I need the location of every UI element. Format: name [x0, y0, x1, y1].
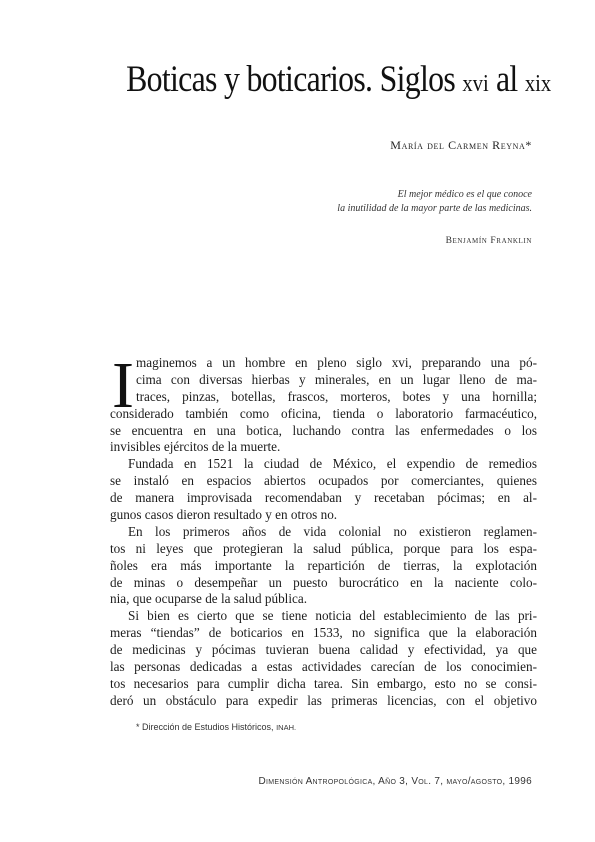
body-line: se encuentra en una botica, luchando contra las enfermedades o los [110, 422, 537, 438]
epigraph-line-2: la inutilidad de la mayor parte de las medicinas. [337, 203, 532, 214]
article-title [126, 58, 552, 106]
footnote-text: * Dirección de Estudios Históricos, [136, 722, 277, 732]
body-line: invisibles ejércitos de la muerte. [110, 439, 281, 455]
body-line: las personas dedicadas a estas actividades carecían de los conocimien- [110, 659, 537, 675]
body-line: traces, pinzas, botellas, frascos, morteros, botes y una hornilla; [136, 388, 537, 404]
body-line: nia, que ocuparse de la salud pública. [110, 591, 308, 607]
epigraph-line-1: El mejor médico es el que conoce [397, 189, 532, 200]
article-author: María del Carmen Reyna* [390, 138, 532, 152]
drop-cap: I [112, 349, 134, 422]
title-century-to: xix [524, 71, 552, 97]
body-line: de minas o desempeñar un puesto burocrático en la naciente colo- [110, 574, 537, 590]
body-line: se instaló en espacios abiertos ocupados por comerciantes, quienes [110, 473, 537, 489]
author-footnote [136, 722, 296, 732]
body-line: Fundada en 1521 la ciudad de México, el expendio de remedios [128, 456, 537, 472]
epigraph-author: Benjamín Franklin [445, 236, 532, 246]
body-line: considerado también como oficina, tienda o laboratorio farmacéutico, [110, 405, 537, 421]
epigraph-quote [232, 188, 532, 216]
body-line: tos necesarios para cumplir dicha tarea. Sin embargo, esto no se consi- [110, 675, 537, 691]
body-line: ñoles era más importante la repartición de tierras, la explotación [110, 557, 537, 573]
body-line: cima con diversas hierbas y minerales, en un lugar lleno de ma- [136, 371, 537, 387]
article-body [110, 349, 537, 710]
body-line: Si bien es cierto que se tiene noticia del establecimiento de las pri- [128, 608, 537, 624]
body-line: de medicinas y pócimas tuvieran buena calidad y efectividad, ya que [110, 642, 537, 658]
body-line: maginemos a un hombre en pleno siglo xvi, preparando una pó- [136, 355, 537, 370]
title-main: Boticas y boticarios. Siglos [126, 59, 463, 100]
body-line: deró un obstáculo para expedir las primeras licencias, con el objetivo [110, 692, 537, 708]
body-line: de manera improvisada recomendaban y recetaban pócimas; en al- [110, 490, 537, 506]
body-line: tos ni leyes que protegieran la salud pública, porque para los espa- [110, 540, 537, 556]
body-line: meras “tiendas” de boticarios en 1533, no significa que la elaboración [110, 625, 537, 641]
title-connector: al [488, 59, 525, 100]
journal-citation: Dimensión Antropológica, Año 3, Vol. 7, mayo/agosto, 1996 [258, 776, 532, 787]
body-line: gunos casos dieron resultado y en otros no. [110, 507, 338, 523]
footnote-abbr: INAH. [276, 723, 297, 732]
title-century-from: xvi [462, 71, 489, 97]
body-line: En los primeros años de vida colonial no existieron reglamen- [128, 523, 537, 539]
